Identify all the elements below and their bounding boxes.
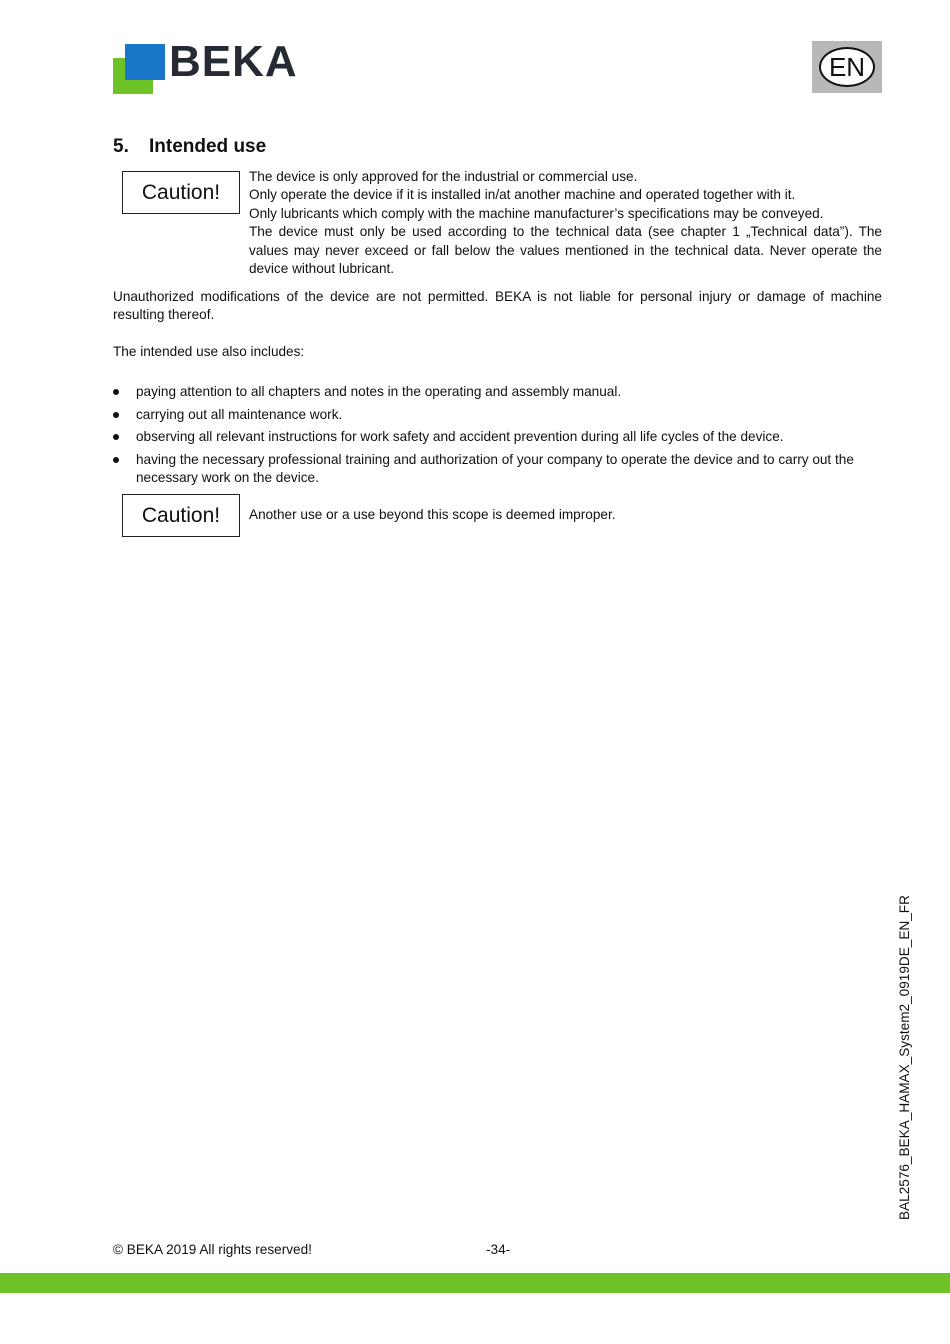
list-item: [113, 428, 882, 446]
logo-blue-square: [125, 44, 165, 80]
list-item-text: paying attention to all chapters and notes in the operating and assembly manual.: [136, 384, 622, 399]
list-item-text: having the necessary professional training and authorization of your company to operate the device and to carry out the necessary work on the device.: [136, 451, 854, 486]
language-badge-label: EN: [819, 47, 875, 87]
bullet-list: [113, 383, 882, 492]
caution-text-2: Another use or a use beyond this scope is deemed improper.: [249, 507, 616, 522]
list-item: [113, 383, 882, 401]
caution-line: Only operate the device if it is installed in/at another machine and operated together with it.: [249, 187, 796, 203]
list-item: [113, 451, 882, 488]
caution-box-1: Caution!: [122, 171, 240, 214]
caution-line: Only lubricants which comply with the machine manufacturer’s specifications may be conveyed.: [249, 205, 824, 221]
language-badge: [812, 41, 882, 93]
section-number: 5.: [113, 136, 129, 157]
logo-wordmark: BEKA: [169, 37, 298, 86]
footer-copyright: © BEKA 2019 All rights reserved!: [113, 1242, 312, 1257]
paragraph-unauthorized: Unauthorized modifications of the device are not permitted. BEKA is not liable for personal injury or damage of machine resulting thereof.: [113, 289, 882, 323]
caution-box-2: Caution!: [122, 494, 240, 537]
section-title: Intended use: [149, 136, 267, 157]
bullet-icon: [113, 434, 119, 440]
caution-line: The device must only be used according to the technical data (see chapter 1 „Technical data”). The values may never exceed or fall below the values mentioned in the technical data. Never operate the device without lubricant.: [249, 224, 882, 277]
list-item-text: observing all relevant instructions for work safety and accident prevention during all life cycles of the device.: [136, 429, 784, 445]
bullet-icon: [113, 412, 119, 418]
list-item: [113, 406, 882, 424]
footer-bar: [0, 1273, 950, 1293]
bullet-icon: [113, 389, 119, 395]
list-item-text: carrying out all maintenance work.: [136, 406, 343, 422]
document-code: BAL2576_BEKA_HAMAX_System2_0919DE_EN_FR: [897, 895, 912, 1220]
caution-line: The device is only approved for the industrial or commercial use.: [249, 169, 638, 184]
section-heading: [113, 136, 266, 158]
caution-text-1: [249, 168, 882, 278]
bullet-icon: [113, 457, 119, 463]
page-number: -34-: [486, 1242, 511, 1257]
beka-logo: [113, 37, 328, 96]
paragraph-includes: The intended use also includes:: [113, 344, 305, 359]
